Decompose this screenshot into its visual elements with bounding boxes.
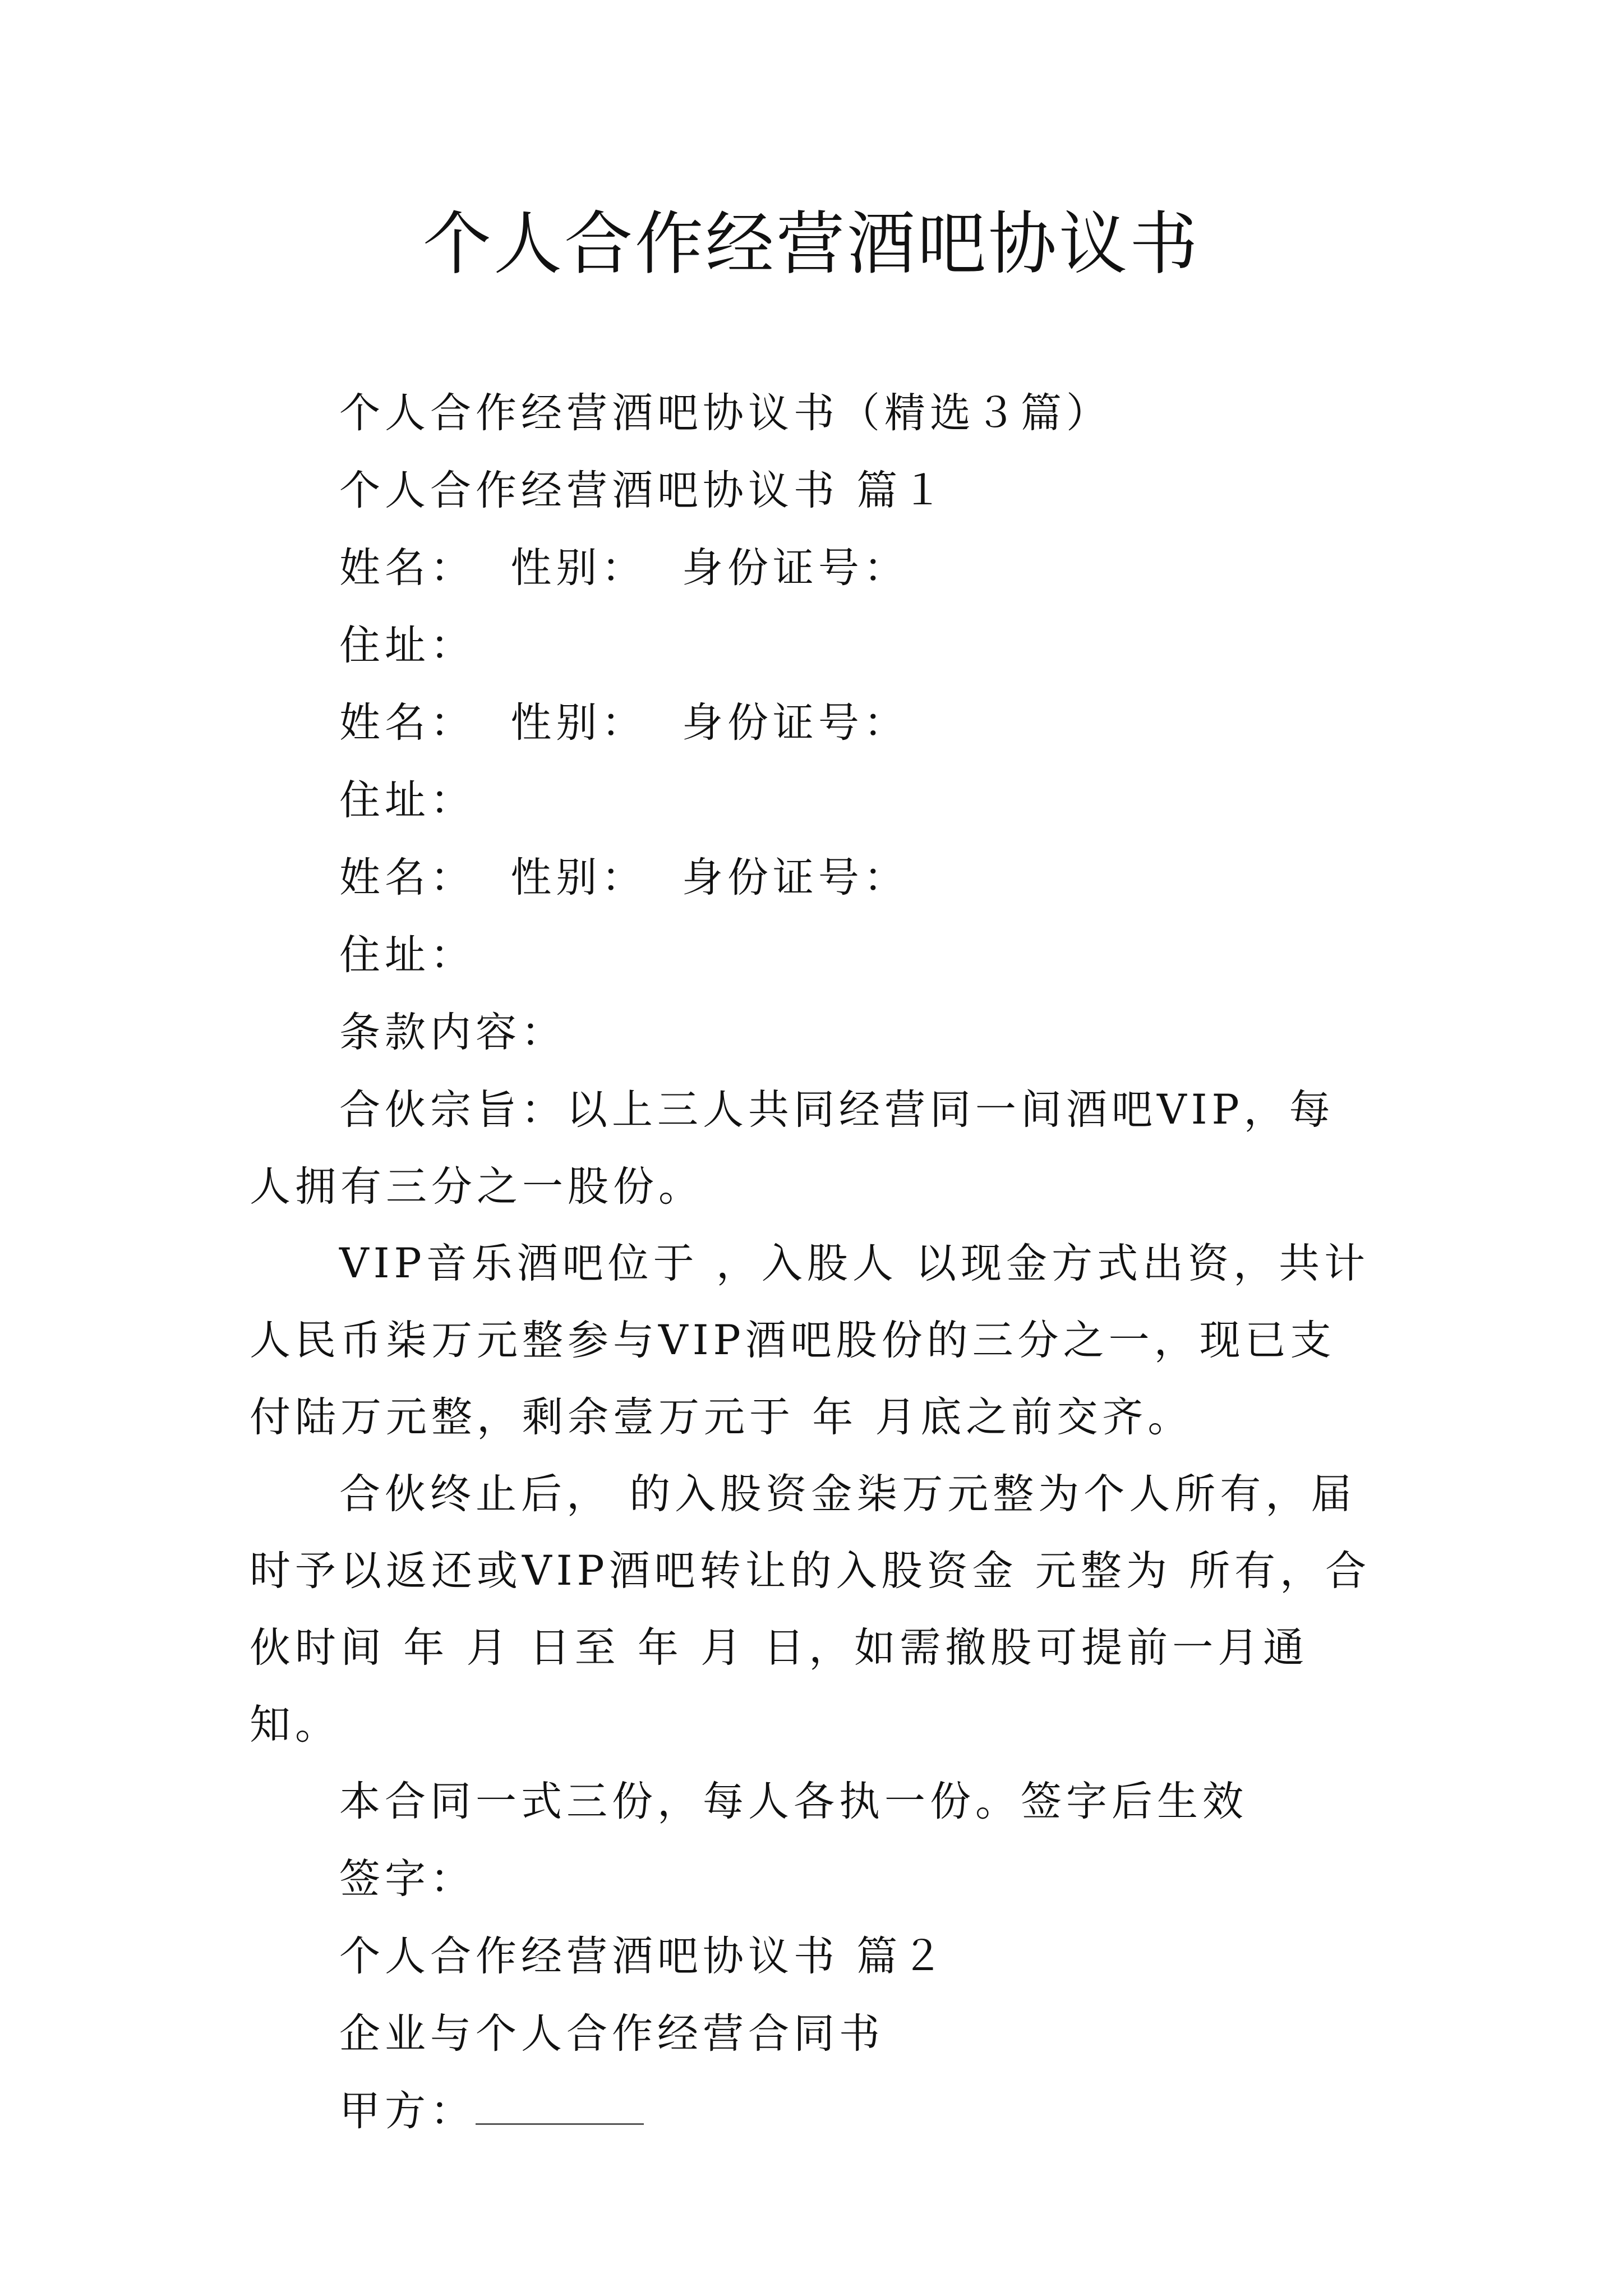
party-info-line: 姓名： 性别： 身份证号： [339, 544, 909, 592]
part1-heading: 个人合作经营酒吧协议书 篇１ [339, 467, 948, 514]
party-address-line: 住址： [339, 931, 476, 979]
terms-heading: 条款内容： [339, 1009, 566, 1056]
party-info-line: 姓名： 性别： 身份证号： [339, 854, 909, 901]
party-info-line: 姓名： 性别： 身份证号： [339, 699, 909, 747]
party-a-line [250, 2073, 1374, 2150]
signature-line: 签字： [339, 1855, 476, 1903]
clause-purpose: 合伙宗旨：以上三人共同经营同一间酒吧VIP，每人拥有三分之一股份。 [250, 1086, 1335, 1211]
document-title: 个人合作经营酒吧协议书 [423, 204, 1200, 284]
part2-contract-title: 企业与个人合作经营合同书 [339, 2010, 884, 2058]
party-a-label: 甲方： [339, 2087, 476, 2135]
party-address-line: 住址： [339, 776, 476, 824]
party-a-blank [476, 2073, 644, 2125]
document-body [250, 375, 1374, 2150]
clause-termination: 合伙终止后， 的入股资金柒万元整为个人所有，届时予以返还或VIP酒吧转让的入股资金 元整为 所有，合伙时间 年 月 日至 年 月 日，如需撤股可提前一月通知。 [250, 1470, 1371, 1749]
clause-investment: VIP音乐酒吧位于 ，入股人 以现金方式出资，共计人民币柒万元整参与VIP酒吧股份的三分之一，现已支付陆万元整，剩余壹万元于 年 月底之前交齐。 [250, 1240, 1370, 1441]
subtitle: 个人合作经营酒吧协议书（精选３篇） [339, 389, 1112, 437]
party-address-line: 住址： [339, 622, 476, 669]
copies-clause: 本合同一式三份，每人各执一份。签字后生效 [339, 1778, 1248, 1825]
part2-heading: 个人合作经营酒吧协议书 篇２ [339, 1932, 948, 1980]
